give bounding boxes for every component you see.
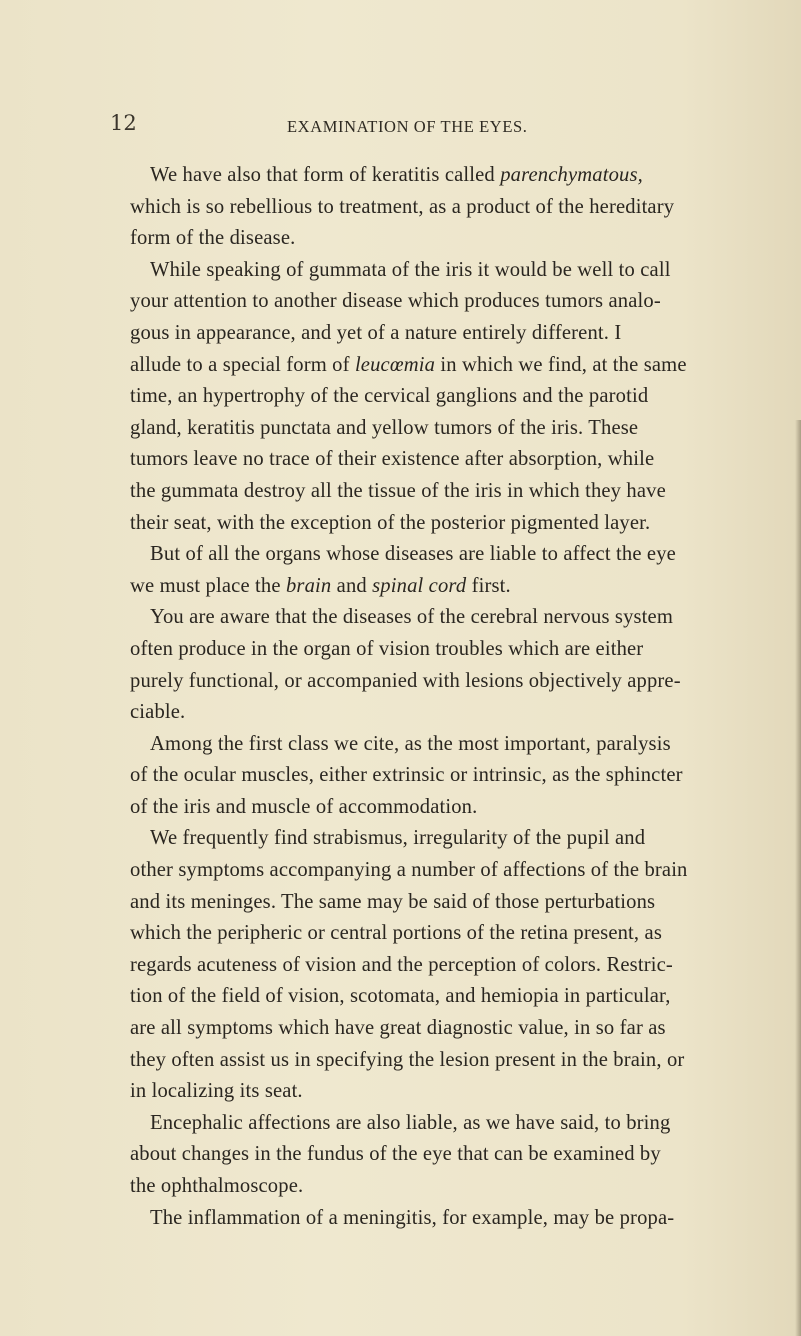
text-run: form of the disease.: [130, 227, 296, 250]
text-line: [130, 255, 732, 287]
text-line: [130, 1203, 732, 1235]
page-edge-shadow: [795, 420, 801, 1336]
text-run: other symptoms accompanying a number of affections of the brain: [130, 859, 688, 882]
text-run: of the ocular muscles, either extrinsic or intrinsic, as the sphincter: [130, 764, 683, 787]
text-run: purely functional, or accompanied with lesions objectively appre-: [130, 669, 681, 692]
text-line: [130, 823, 732, 855]
text-line: [130, 1108, 732, 1140]
text-run: We frequently find strabismus, irregularity of the pupil and: [150, 827, 646, 850]
text-line: [130, 350, 732, 382]
text-line: [130, 792, 732, 824]
text-run: You are aware that the diseases of the cerebral nervous system: [150, 606, 674, 629]
text-line: [130, 413, 732, 445]
text-run: first.: [466, 574, 511, 597]
text-line: [130, 286, 732, 318]
text-line: [130, 1045, 732, 1077]
text-run: which the peripheric or central portions of the retina present, as: [130, 922, 662, 945]
text-line: [130, 508, 732, 540]
paragraph: [130, 602, 732, 728]
text-line: [130, 1076, 732, 1108]
paragraph: [130, 1108, 732, 1203]
paragraph: [130, 539, 732, 602]
text-line: [130, 1139, 732, 1171]
text-run: which is so rebellious to treatment, as a product of the hereditary: [130, 195, 675, 218]
text-run: their seat, with the exception of the posterior pigmented layer.: [130, 511, 651, 534]
text-line: [130, 1013, 732, 1045]
text-line: [130, 444, 732, 476]
text-line: [130, 192, 732, 224]
text-run: tumors leave no trace of their existence after absorption, while: [130, 448, 655, 471]
text-run: ciable.: [130, 701, 186, 724]
text-run: We have also that form of keratitis called: [150, 164, 501, 186]
text-run: the ophthalmoscope.: [130, 1175, 304, 1197]
paragraph: [130, 729, 732, 824]
text-line: [130, 950, 732, 982]
text-line: [130, 855, 732, 887]
text-line: [130, 918, 732, 950]
text-run: of the iris and muscle of accommodation.: [130, 795, 478, 818]
text-run: allude to a special form of: [130, 353, 355, 376]
text-run: gland, keratitis punctata and yellow tumors of the iris. These: [130, 416, 639, 439]
text-line: [130, 981, 732, 1013]
text-line: [130, 602, 732, 634]
paragraph: [130, 1203, 732, 1235]
body-text: [130, 160, 732, 1234]
text-run: the gummata destroy all the tissue of the iris in which they have: [130, 479, 666, 502]
text-run: Encephalic affections are also liable, as we have said, to bring: [150, 1111, 671, 1134]
paragraph: [130, 823, 732, 1107]
text-run: gous in appearance, and yet of a nature entirely different. I: [130, 321, 622, 344]
text-run: and: [331, 574, 373, 597]
text-line: [130, 160, 732, 192]
text-line: [130, 571, 732, 603]
text-run: The inflammation of a meningitis, for example, may be propa-: [150, 1206, 675, 1229]
text-run: are all symptoms which have great diagnostic value, in so far as: [130, 1017, 666, 1040]
text-run: they often assist us in specifying the lesion present in the brain, or: [130, 1048, 685, 1071]
running-head: EXAMINATION OF THE EYES.: [287, 117, 528, 136]
text-line: [130, 223, 732, 255]
text-run: tion of the field of vision, scotomata, and hemiopia in particular,: [130, 985, 671, 1008]
text-line: [130, 1171, 732, 1203]
text-line: [130, 381, 732, 413]
text-line: [130, 318, 732, 350]
text-run: While speaking of gummata of the iris it would be well to call: [150, 258, 671, 281]
text-run: we must place the: [130, 574, 286, 597]
text-line: [130, 476, 732, 508]
text-line: [130, 634, 732, 666]
text-run: and its meninges. The same may be said of those perturbations: [130, 890, 656, 913]
text-run: often produce in the organ of vision troubles which are either: [130, 637, 644, 660]
text-run: about changes in the fundus of the eye that can be examined by: [130, 1143, 661, 1166]
text-line: [130, 729, 732, 761]
italic-term: parenchymatous,: [500, 164, 643, 186]
paragraph: [130, 160, 732, 255]
italic-term: brain: [285, 574, 332, 597]
paragraph: [130, 255, 732, 539]
italic-term: leucœmia: [354, 353, 436, 376]
text-line: [130, 760, 732, 792]
text-run: in which we find, at the same: [435, 353, 687, 376]
page-header: [0, 111, 801, 139]
text-run: your attention to another disease which produces tumors analo-: [130, 290, 661, 313]
italic-term: spinal cord: [372, 574, 467, 597]
text-run: But of all the organs whose diseases are liable to affect the eye: [150, 543, 676, 566]
text-run: in localizing its seat.: [130, 1080, 303, 1103]
text-line: [130, 666, 732, 698]
page-number: 12: [110, 111, 137, 135]
text-run: regards acuteness of vision and the perception of colors. Restric-: [130, 953, 673, 976]
text-line: [130, 539, 732, 571]
text-line: [130, 697, 732, 729]
text-line: [130, 887, 732, 919]
text-run: time, an hypertrophy of the cervical ganglions and the parotid: [130, 385, 649, 408]
text-run: Among the first class we cite, as the most important, paralysis: [150, 732, 671, 755]
